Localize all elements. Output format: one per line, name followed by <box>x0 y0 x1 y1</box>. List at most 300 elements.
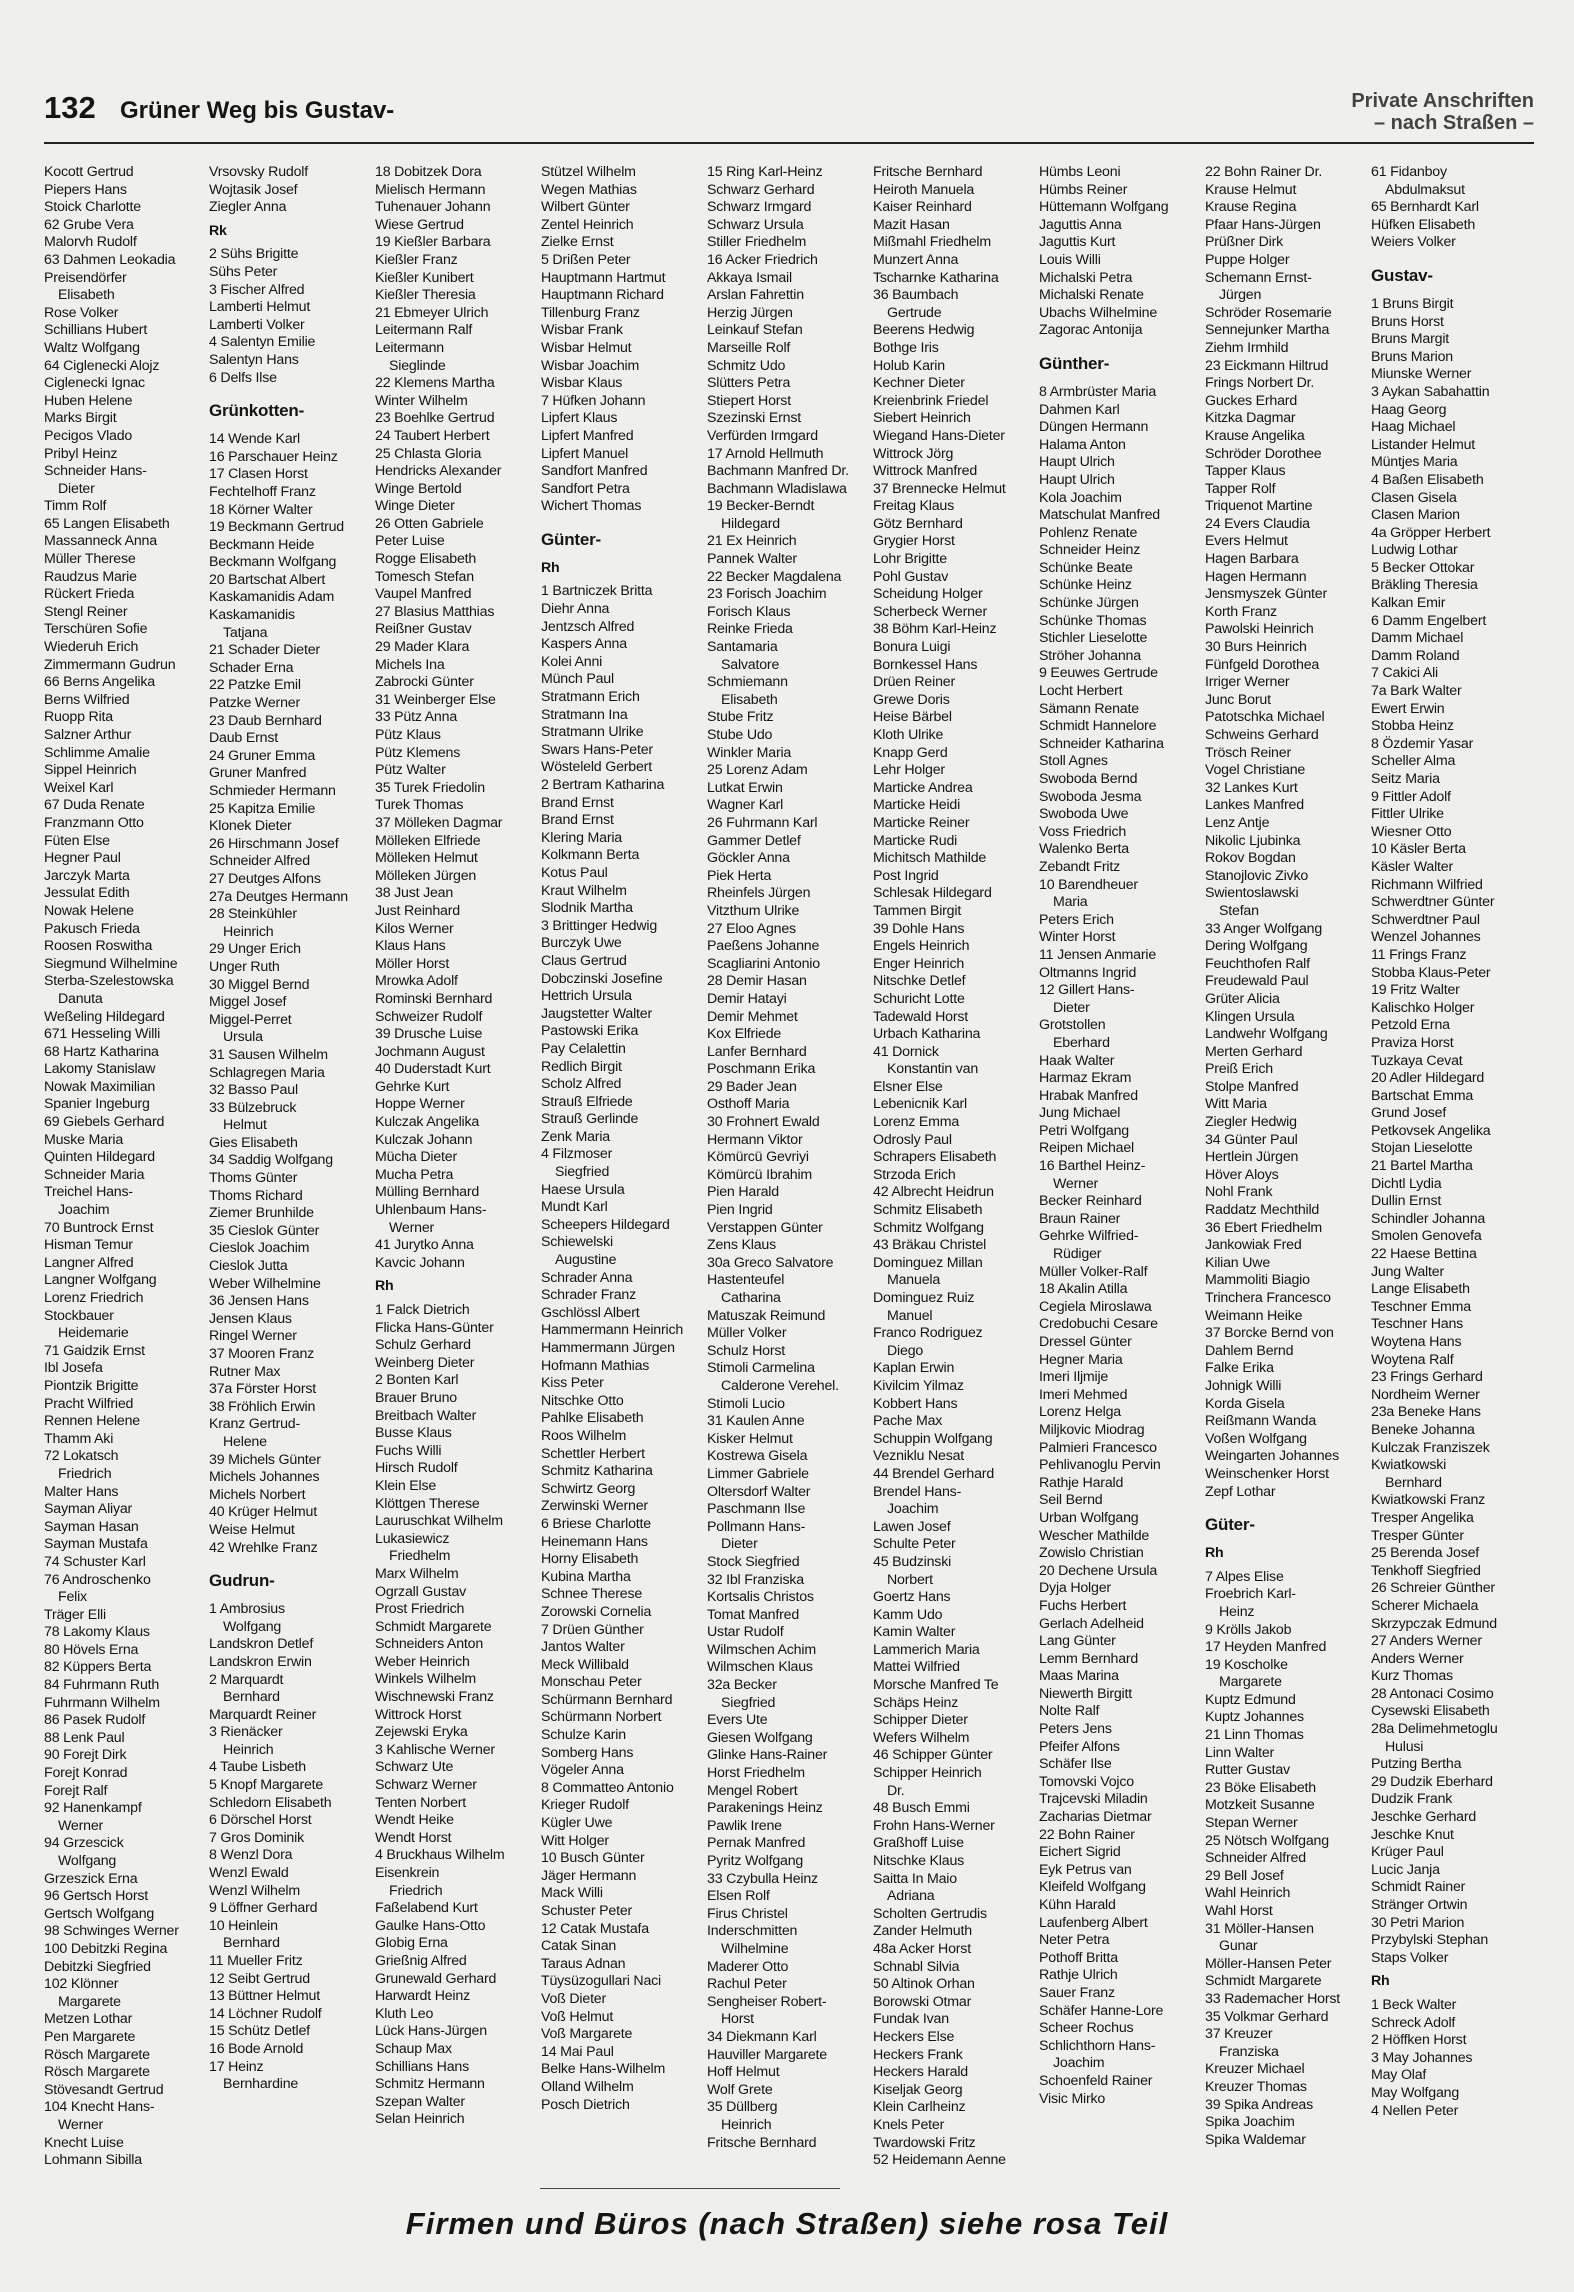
directory-entry: Schuster Peter <box>541 1903 633 1919</box>
directory-entry: 2 Bonten Karl <box>375 1372 459 1389</box>
directory-entry: Posch Dietrich <box>541 2096 630 2113</box>
directory-entry: 2 Marquardt <box>209 1671 284 1688</box>
directory-entry: 41 Jurytko Anna <box>375 1237 474 1254</box>
directory-entry: 38 Just Jean <box>375 885 454 902</box>
directory-entry: Helmut <box>223 1117 267 1134</box>
directory-entry: Slodnik Martha <box>541 900 633 917</box>
directory-entry: Felix <box>58 1589 87 1606</box>
directory-entry: Ludwig Lothar <box>1371 542 1458 559</box>
directory-entry: Kluth Leo <box>375 2005 434 2022</box>
directory-entry: Lauruschkat Wilhelm <box>375 1513 503 1530</box>
directory-entry: Harmaz Ekram <box>1039 1070 1132 1087</box>
directory-entry: Kulczak Franziszek <box>1371 1439 1490 1456</box>
directory-entry: Schnee Therese <box>541 1586 643 1603</box>
directory-entry: Witt Maria <box>1205 1096 1267 1113</box>
directory-entry: 17 Arnold Hellmuth <box>707 445 824 462</box>
directory-entry: Schmidt Rainer <box>1371 1879 1466 1896</box>
directory-entry: Rathje Ulrich <box>1039 1967 1118 1984</box>
directory-entry: Wenzel Johannes <box>1371 929 1481 946</box>
directory-entry: Bräkling Theresia <box>1371 577 1478 594</box>
directory-entry: Werner <box>58 2116 104 2133</box>
directory-entry: Verstappen Günter <box>707 1219 823 1236</box>
directory-entry: Wilmschen Klaus <box>707 1659 813 1676</box>
directory-entry: Klein Else <box>375 1477 437 1494</box>
directory-entry: Fritsche Bernhard <box>707 2134 817 2151</box>
directory-entry: 34 Günter Paul <box>1205 1131 1298 1148</box>
directory-entry: 7 Cakici Ali <box>1371 665 1438 682</box>
directory-entry: 33 Anger Wolfgang <box>1205 920 1323 937</box>
directory-entry: Kraut Wilhelm <box>541 882 627 899</box>
directory-entry: Halama Anton <box>1039 436 1126 453</box>
directory-entry: Imeri Iljmije <box>1039 1369 1109 1386</box>
directory-entry: 11 Mueller Fritz <box>209 1953 303 1969</box>
directory-entry: Wisbar Joachim <box>541 357 640 374</box>
directory-entry: 28 Demir Hasan <box>707 973 807 990</box>
directory-entry: Gruner Manfred <box>209 765 307 782</box>
directory-entry: Kivilcim Yilmaz <box>873 1377 964 1394</box>
directory-entry: Marx Wilhelm <box>375 1565 459 1582</box>
directory-entry: Winge Dieter <box>375 498 455 515</box>
directory-entry: Zentel Heinrich <box>541 216 634 233</box>
directory-entry: Putzing Bertha <box>1371 1756 1462 1773</box>
directory-entry: Grüter Alicia <box>1205 990 1280 1007</box>
directory-entry: Brand Ernst <box>541 794 614 811</box>
directory-entry: Tscharnke Katharina <box>873 269 999 286</box>
directory-entry: Stränger Ortwin <box>1371 1897 1468 1913</box>
directory-entry: 39 Drusche Luise <box>375 1026 483 1043</box>
directory-entry: 44 Brendel Gerhard <box>873 1465 995 1482</box>
directory-entry: Herzig Jürgen <box>707 304 793 321</box>
directory-entry: Trösch Reiner <box>1205 744 1291 761</box>
directory-entry: Fünfgeld Dorothea <box>1205 656 1320 673</box>
directory-entry: Schuricht Lotte <box>873 990 965 1007</box>
directory-entry: Fittler Ulrike <box>1371 806 1444 823</box>
directory-entry: Wittrock Manfred <box>873 463 978 480</box>
directory-entry: Hegner Maria <box>1039 1351 1123 1368</box>
directory-entry: Swoboda Uwe <box>1039 806 1129 823</box>
directory-entry: Rogge Elisabeth <box>375 551 477 568</box>
directory-entry: Nordheim Werner <box>1371 1386 1480 1403</box>
directory-entry: Kaspers Anna <box>541 636 627 653</box>
directory-entry: Kreuzer Michael <box>1205 2061 1305 2078</box>
directory-entry: Forisch Klaus <box>707 603 791 620</box>
directory-entry: Teschner Emma <box>1371 1298 1471 1315</box>
directory-entry: Joachim <box>58 1202 110 1219</box>
directory-entry: Schürmann Norbert <box>541 1709 662 1726</box>
directory-entry: Gehrke Wilfried- <box>1039 1228 1139 1245</box>
directory-entry: Jantos Walter <box>541 1639 625 1656</box>
directory-entry: Stube Udo <box>707 727 773 743</box>
directory-entry: Wischnewski Franz <box>375 1689 494 1706</box>
directory-entry: Grygier Horst <box>873 533 955 550</box>
street-heading: Gustav- <box>1371 265 1433 285</box>
directory-entry: 23 Forisch Joachim <box>707 586 827 603</box>
directory-entry: Wilhelmine <box>721 1940 789 1957</box>
directory-entry: Kobbert Hans <box>873 1395 958 1412</box>
directory-entry: Zielke Ernst <box>541 234 614 251</box>
directory-entry: Stengl Reiner <box>44 603 128 620</box>
directory-entry: Sengheiser Robert- <box>707 1993 827 2010</box>
directory-entry: Schwirtz Georg <box>541 1480 636 1497</box>
directory-entry: Landskron Detlef <box>209 1636 314 1653</box>
directory-entry: Odrosly Paul <box>873 1131 952 1148</box>
directory-entry: Globig Erna <box>375 1935 448 1952</box>
directory-entry: Schwarz Ute <box>375 1759 454 1776</box>
directory-entry: 27a Deutges Hermann <box>209 888 348 905</box>
directory-entry: Bernhard <box>223 1935 280 1952</box>
directory-entry: Kulczak Johann <box>375 1131 473 1148</box>
directory-entry: Rathje Harald <box>1039 1474 1124 1491</box>
directory-entry: Calderone Verehel. <box>721 1377 839 1394</box>
directory-entry: Stimoli Carmelina <box>707 1360 815 1377</box>
directory-entry: Niewerth Birgitt <box>1039 1685 1132 1702</box>
directory-entry: Malter Hans <box>44 1483 119 1500</box>
directory-entry: Neter Petra <box>1039 1932 1110 1949</box>
directory-entry: Bruns Margit <box>1371 331 1450 348</box>
directory-entry: Schneiders Anton <box>375 1636 484 1653</box>
directory-entry: 25 Lorenz Adam <box>707 762 808 779</box>
directory-entry: 30 Miggel Bernd <box>209 976 310 993</box>
directory-entry: 4 Bruckhaus Wilhelm <box>375 1847 505 1864</box>
directory-entry: Turek Thomas <box>375 797 464 814</box>
directory-entry: Grund Josef <box>1371 1105 1447 1122</box>
directory-entry: Pehlivanoglu Pervin <box>1039 1457 1161 1474</box>
directory-entry: Weinschenker Horst <box>1205 1465 1329 1482</box>
directory-entry: Zander Helmuth <box>873 1923 972 1940</box>
directory-entry: Trajcevski Miladin <box>1039 1791 1148 1808</box>
directory-entry: 30 Frohnert Ewald <box>707 1114 820 1131</box>
directory-entry: Braun Rainer <box>1039 1210 1121 1227</box>
directory-entry: Stanojlovic Zivko <box>1205 867 1309 884</box>
directory-entry: Schmitz Hermann <box>375 2076 485 2093</box>
directory-entry: 3 Rienäcker <box>209 1724 283 1741</box>
street-heading: Gudrun- <box>209 1571 275 1591</box>
directory-entry: Zorowski Cornelia <box>541 1603 652 1620</box>
directory-entry: Ziegler Hedwig <box>1205 1114 1297 1131</box>
directory-entry: Winter Wilhelm <box>375 392 468 409</box>
directory-entry: Marseille Rolf <box>707 339 791 356</box>
directory-entry: Lemm Bernhard <box>1039 1650 1139 1667</box>
directory-entry: Langner Alfred <box>44 1254 134 1271</box>
directory-entry: Stiepert Horst <box>707 392 791 409</box>
directory-entry: Hauviller Margarete <box>707 2046 827 2063</box>
directory-entry: 12 Catak Mustafa <box>541 1920 649 1937</box>
directory-entry: Gerlach Adelheid <box>1039 1615 1144 1632</box>
directory-entry: Visic Mirko <box>1039 2090 1106 2107</box>
directory-entry: Parakenings Heinz <box>707 1800 823 1817</box>
directory-entry: 21 Ex Heinrich <box>707 533 797 550</box>
directory-entry: Pfaar Hans-Jürgen <box>1205 216 1321 233</box>
directory-entry: Oltmanns Ingrid <box>1039 964 1137 981</box>
directory-entry: 45 Budzinski <box>873 1553 952 1570</box>
directory-entry: Rüdiger <box>1053 1246 1102 1263</box>
directory-entry: Elsen Rolf <box>707 1888 770 1905</box>
directory-entry: Uhlenbaum Hans- <box>375 1202 487 1219</box>
directory-entry: Patotschka Michael <box>1205 709 1325 726</box>
directory-entry: Preisendörfer <box>44 269 127 286</box>
directory-entry: Petri Wolfgang <box>1039 1122 1129 1139</box>
directory-entry: Dieter <box>58 480 95 497</box>
directory-entry: Kavcic Johann <box>375 1254 465 1271</box>
directory-entry: Weise Helmut <box>209 1521 295 1538</box>
directory-entry: Klein Carlheinz <box>873 2099 966 2116</box>
directory-entry: Schipper Heinrich <box>873 1765 982 1782</box>
directory-entry: Patzke Werner <box>209 695 300 712</box>
directory-entry: Horny Elisabeth <box>541 1551 639 1568</box>
directory-entry: 78 Lakomy Klaus <box>44 1624 150 1641</box>
directory-entry: Glinke Hans-Rainer <box>707 1747 828 1764</box>
directory-column <box>1205 164 1365 2174</box>
directory-entry: Dieter <box>1053 999 1090 1016</box>
directory-entry: Gammer Detlef <box>707 832 801 849</box>
directory-entry: 26 Otten Gabriele <box>375 515 484 532</box>
directory-entry: Hüfken Elisabeth <box>1371 216 1476 233</box>
directory-entry: 86 Pasek Rudolf <box>44 1712 146 1729</box>
directory-entry: Lucic Janja <box>1371 1861 1440 1878</box>
directory-entry: Dyja Holger <box>1039 1580 1111 1597</box>
directory-entry: Schmitz Udo <box>707 357 786 374</box>
directory-entry: 26 Fuhrmann Karl <box>707 814 818 831</box>
directory-entry: Kechner Dieter <box>873 375 965 392</box>
directory-entry: 29 Dudzik Eberhard <box>1371 1773 1493 1790</box>
directory-entry: Schwarz Ursula <box>707 216 804 233</box>
directory-entry: Froebrich Karl- <box>1205 1586 1296 1603</box>
directory-entry: Twardowski Fritz <box>873 2134 976 2151</box>
directory-entry: Pecigos Vlado <box>44 427 133 444</box>
directory-entry: Rominski Bernhard <box>375 990 493 1007</box>
directory-entry: Weiers Volker <box>1371 234 1456 251</box>
directory-entry: Münch Paul <box>541 671 614 688</box>
directory-entry: 37 Mooren Franz <box>209 1346 315 1362</box>
directory-entry: Franco Rodriguez <box>873 1325 983 1342</box>
directory-entry: Pawolski Heinrich <box>1205 621 1314 638</box>
directory-entry: Hauptmann Hartmut <box>541 269 666 286</box>
directory-entry: Piontzik Brigitte <box>44 1377 139 1394</box>
directory-entry: Staps Volker <box>1371 1949 1449 1966</box>
directory-entry: 27 Deutges Alfons <box>209 870 321 887</box>
directory-entry: Joachim <box>887 1501 939 1518</box>
directory-entry: Beerens Hedwig <box>873 322 975 339</box>
directory-entry: Wenzl Wilhelm <box>209 1882 300 1899</box>
directory-entry: Stolpe Manfred <box>1205 1078 1299 1095</box>
directory-entry: 17 Clasen Horst <box>209 466 308 483</box>
directory-entry: Fechtelhoff Franz <box>209 483 316 500</box>
directory-entry: Schulze Karin <box>541 1727 626 1744</box>
directory-entry: Rose Volker <box>44 304 119 321</box>
directory-entry: Rösch Margarete <box>44 2046 150 2063</box>
directory-entry: 16 Barthel Heinz- <box>1039 1158 1146 1175</box>
directory-entry: Klöttgen Therese <box>375 1495 480 1512</box>
directory-entry: Mielisch Hermann <box>375 181 486 198</box>
directory-entry: Dressel Günter <box>1039 1334 1132 1350</box>
directory-entry: Wittrock Jörg <box>873 445 954 462</box>
directory-entry: Klering Maria <box>541 829 622 846</box>
directory-entry: Schwerdtner Paul <box>1371 911 1480 928</box>
directory-entry: Tresper Angelika <box>1371 1509 1474 1526</box>
directory-entry: Kitzka Dagmar <box>1205 410 1296 427</box>
directory-entry: Pahlke Elisabeth <box>541 1410 644 1427</box>
directory-entry: Locht Herbert <box>1039 683 1123 700</box>
directory-entry: Zepf Lothar <box>1205 1483 1276 1500</box>
directory-entry: Hettrich Ursula <box>541 988 632 1005</box>
directory-entry: Johnigk Willi <box>1205 1377 1282 1394</box>
directory-entry: Maria <box>1053 894 1088 911</box>
directory-entry: Poschmann Erika <box>707 1061 816 1078</box>
directory-entry: Pakusch Frieda <box>44 920 140 937</box>
directory-entry: Holub Karin <box>873 357 945 374</box>
directory-entry: 2 Höffken Horst <box>1371 2032 1467 2049</box>
directory-entry: 37a Förster Horst <box>209 1381 316 1398</box>
directory-entry: Taraus Adnan <box>541 1955 626 1972</box>
directory-entry: Weimann Heike <box>1205 1307 1303 1324</box>
directory-entry: Düngen Hermann <box>1039 419 1149 436</box>
directory-entry: Kox Elfriede <box>707 1026 782 1043</box>
directory-entry: Schettler Herbert <box>541 1445 645 1462</box>
directory-entry: 30a Greco Salvatore <box>707 1254 834 1271</box>
directory-entry: 41 Dornick <box>873 1043 939 1060</box>
directory-entry: 27 Anders Werner <box>1371 1633 1482 1650</box>
directory-entry: Wolfgang <box>58 1853 117 1869</box>
directory-entry: Heckers Else <box>873 2028 955 2045</box>
directory-entry: Listander Helmut <box>1371 436 1476 453</box>
directory-entry: Müller Volker <box>707 1325 787 1342</box>
directory-entry: Lawen Josef <box>873 1518 951 1535</box>
directory-entry: Dominguez Ruiz <box>873 1290 975 1306</box>
directory-entry: Kiss Peter <box>541 1375 604 1392</box>
directory-entry: 23 Frings Gerhard <box>1371 1369 1483 1386</box>
directory-entry: Kiseljak Georg <box>873 2081 963 2098</box>
directory-entry: Motzkeit Susanne <box>1205 1797 1315 1814</box>
directory-entry: 66 Berns Angelika <box>44 674 155 691</box>
directory-entry: Kügler Uwe <box>541 1815 613 1832</box>
directory-entry: Kisker Helmut <box>707 1430 793 1447</box>
directory-entry: Wiegand Hans-Dieter <box>873 427 1005 444</box>
directory-entry: Scagliarini Antonio <box>707 955 820 972</box>
directory-entry: Nowak Maximilian <box>44 1078 156 1095</box>
directory-entry: Kortsalis Christos <box>707 1589 814 1606</box>
directory-entry: Nowak Helene <box>44 902 134 919</box>
directory-entry: Schmitz Katharina <box>541 1463 653 1480</box>
directory-entry: 8 Commatteo Antonio <box>541 1779 674 1796</box>
directory-entry: 7 Hüfken Johann <box>541 392 646 409</box>
directory-entry: Schwarz Gerhard <box>707 181 815 198</box>
directory-entry: 31 Sausen Wilhelm <box>209 1046 328 1063</box>
directory-entry: Bachmann Wladislawa <box>707 480 847 497</box>
directory-entry: Skrzypczak Edmund <box>1371 1615 1497 1632</box>
directory-entry: 9 Eeuwes Gertrude <box>1039 665 1158 682</box>
directory-entry: Demir Hatayi <box>707 990 787 1007</box>
directory-entry: 33 Czybulla Heinz <box>707 1870 818 1887</box>
directory-entry: 4 Filzmoser <box>541 1146 613 1163</box>
directory-entry: Spika Joachim <box>1205 2114 1295 2131</box>
directory-entry: Michalski Renate <box>1039 287 1144 304</box>
directory-entry: 31 Kaulen Anne <box>707 1413 805 1430</box>
directory-entry: Sauer Franz <box>1039 1984 1115 2001</box>
directory-entry: Schneider Heinz <box>1039 542 1141 559</box>
directory-entry: Sieglinde <box>389 357 446 374</box>
directory-entry: Michels Johannes <box>209 1469 320 1486</box>
directory-entry: Piek Herta <box>707 867 772 884</box>
directory-entry: 20 Dechene Ursula <box>1039 1562 1158 1579</box>
directory-entry: Gertrude <box>887 304 942 321</box>
directory-entry: Siegmund Wilhelmine <box>44 955 178 972</box>
directory-entry: Schrader Franz <box>541 1287 636 1304</box>
directory-entry: Kulczak Angelika <box>375 1114 480 1131</box>
directory-entry: Hagen Hermann <box>1205 568 1307 585</box>
directory-entry: Mücha Dieter <box>375 1149 457 1166</box>
directory-entry: Lohmann Sibilla <box>44 2152 142 2169</box>
directory-entry: Trinchera Francesco <box>1205 1290 1331 1306</box>
directory-entry: 31 Möller-Hansen <box>1205 1920 1314 1937</box>
directory-entry: Ogrzall Gustav <box>375 1583 467 1600</box>
directory-entry: Mißmahl Friedhelm <box>873 234 992 251</box>
directory-entry: 36 Ebert Friedhelm <box>1205 1219 1323 1236</box>
directory-entry: Pütz Klaus <box>375 727 441 743</box>
directory-entry: Kilian Uwe <box>1205 1254 1271 1271</box>
directory-entry: Schillians Hubert <box>44 322 148 339</box>
directory-entry: Schlesak Hildegard <box>873 885 992 902</box>
street-heading: Günter- <box>541 529 601 549</box>
directory-entry: Puppe Holger <box>1205 251 1290 268</box>
page-number: 132 <box>44 90 96 125</box>
directory-entry: Nolte Ralf <box>1039 1703 1100 1720</box>
directory-entry: Mölleken Jürgen <box>375 867 477 884</box>
directory-entry: Bachmann Manfred Dr. <box>707 463 849 480</box>
directory-entry: Woytena Ralf <box>1371 1351 1454 1368</box>
directory-entry: 23 Eickmann Hiltrud <box>1205 357 1329 374</box>
directory-entry: Tillenburg Franz <box>541 304 640 321</box>
directory-entry: Freudewald Paul <box>1205 973 1309 990</box>
directory-entry: 35 Düllberg <box>707 2099 778 2116</box>
directory-entry: Tatjana <box>223 624 268 641</box>
directory-entry: 2 Sühs Brigitte <box>209 246 299 263</box>
directory-entry: 70 Buntrock Ernst <box>44 1219 154 1236</box>
directory-entry: 39 Dohle Hans <box>873 920 965 937</box>
directory-entry: 52 Heidemann Aenne <box>873 2152 1006 2169</box>
directory-entry: Limmer Gabriele <box>707 1465 809 1482</box>
directory-entry: 11 Frings Franz <box>1371 946 1467 963</box>
directory-entry: Graßhoff Luise <box>873 1835 964 1852</box>
directory-entry: Hauptmann Richard <box>541 287 664 304</box>
directory-entry: 24 Gruner Emma <box>209 747 316 764</box>
directory-entry: Szezinski Ernst <box>707 410 801 427</box>
directory-entry: Maderer Otto <box>707 1958 789 1975</box>
directory-entry: Jung Walter <box>1371 1263 1444 1280</box>
directory-entry: Kalkan Emir <box>1371 595 1446 612</box>
directory-entry: 5 Becker Ottokar <box>1371 559 1475 576</box>
directory-entry: Claus Gertrud <box>541 952 627 969</box>
directory-entry: Winkels Wilhelm <box>375 1671 477 1688</box>
directory-entry: Ursula <box>223 1029 263 1046</box>
directory-entry: Reißmann Wanda <box>1205 1413 1317 1430</box>
directory-entry: Sayman Hasan <box>44 1518 139 1535</box>
directory-entry: Mrowka Adolf <box>375 973 458 990</box>
directory-entry: 6 Briese Charlotte <box>541 1515 651 1532</box>
directory-entry: Dieter <box>721 1536 758 1553</box>
directory-entry: Wiese Gertrud <box>375 216 464 233</box>
directory-entry: Langner Wolfgang <box>44 1272 157 1289</box>
directory-entry: Hofmann Mathias <box>541 1357 650 1374</box>
directory-entry: Goertz Hans <box>873 1589 951 1606</box>
directory-entry: Hermann Viktor <box>707 1131 803 1148</box>
directory-entry: Louis Willi <box>1039 251 1101 268</box>
directory-entry: Helene <box>223 1433 267 1450</box>
directory-entry: Jarczyk Marta <box>44 867 130 884</box>
directory-entry: Schäfer Ilse <box>1039 1756 1112 1773</box>
directory-entry: Stratmann Ulrike <box>541 724 644 741</box>
directory-entry: 69 Giebels Gerhard <box>44 1114 165 1131</box>
directory-entry: Heinrich <box>223 923 274 940</box>
